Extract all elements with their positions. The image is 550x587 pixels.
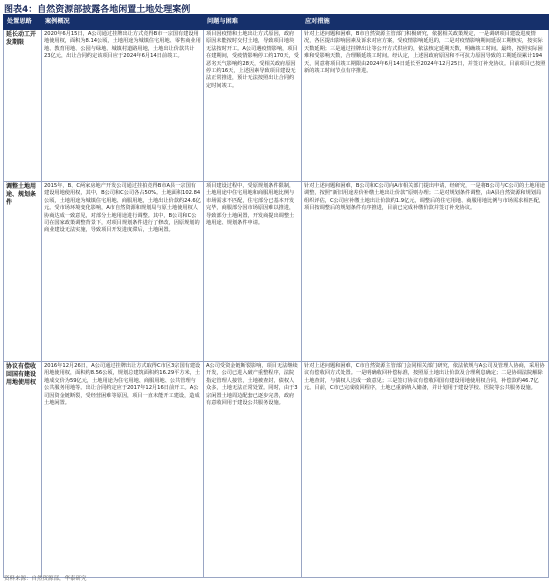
row-overview: 2020年6月15日，A公司通过挂牌出让方式竞得B市一宗国有建设用地使用权，面积为8.14公顷，土地用途为城镇住宅用地、零售商业用地、教育用地、公园与绿地、城镇村道路用地，土地出让价款共计23亿元，出让合同约定该项目应于2024年6月14日前竣工。 <box>42 30 204 182</box>
case-table <box>3 14 549 578</box>
row-issues: 项目因疫情和土地出让方式原因，政府原因未能按时交付土地，导致项目地块无法按时开工。A公司遇疫情影响，项目在建期间，受疫情影响停工约170天，受恶劣天气影响约28天，受相关政府原因停工约16天，上述因素导致项目建设无法正常推进，预计无法按照出让合同约定时间竣工。 <box>204 30 302 182</box>
table-row <box>4 362 549 578</box>
row-overview: 2016年12月26日，A公司通过挂牌出让方式取得C市区3宗国有建设用地使用权，面积约8.56公顷，规划总建筑面积约16.29平方米，土地成交价为59亿元，土地用途为住宅用地、商服用地、公共管理与公共服务用地等。出让合同约定应于2017年12月16日前开工。A公司因资金链断裂，受经营困难等原因，项目一直未能开工建设，造成土地闲置。 <box>42 362 204 578</box>
figure-title: 图表4：自然资源部披露各地闲置土地处理案例 <box>4 5 191 15</box>
row-approach: 延长动工开发期限 <box>4 30 42 182</box>
header-issues: 问题与困难 <box>204 15 302 30</box>
header-approach: 处置思路 <box>4 15 42 30</box>
row-measures: 针对上述问题和困难，C市自然资源主管部门会同相关部门研究，依法依规与A公司及管理人协商，采用协议有偿收回方式处置。一是明确收回补偿标准，按照原土地出让价款及合理利息确定；二是协调法院解除土地查封，与债权人达成一致意见；三是签订协议有偿收回国有建设用地使用权合同，补偿款约46.7亿元。目前，C市已完成收回程序，土地已重新纳入储备，并计划用于建设学校、医院等公共服务设施。 <box>302 362 549 578</box>
row-issues: A公司受资金链断裂影响，项目无法继续开发，公司已进入破产重整程序，法院指定管理人接管，土地被查封，债权人众多，土地无法正常处置。同时，由于3宗闲置土地周边配套已逐步完善，政府有意收回用于建设公共服务设施。 <box>204 362 302 578</box>
row-approach: 协议有偿收回国有建设用地使用权 <box>4 362 42 578</box>
source-note: 资料来源：自然资源部，华泰研究 <box>4 576 87 582</box>
row-issues: 项目建设过程中，受原规划条件限制，土地用途中住宅用地和商服用地比例与市场需求不匹配，住宅部分已基本开发完毕，商服部分因市场原因难以推进，导致部分土地闲置，开发商提出调整土地用途、规划条件申请。 <box>204 182 302 362</box>
row-overview: 2015年，B、C两家房地产开发公司通过挂拍竞得B市A县一宗国有建设用地使用权，其中，B公司和C公司各占50%。土地面积102.84公顷，土地用途为城镇住宅用地、商服用地，土地出让价款约24.6亿元。受市场环境变化影响，A市自然资源和规划局与原土地使用权人协商达成一致意见，对部分土地用途进行调整。其中，B公司和C公司在国家政策调整背景下，对项目规划条件进行了修改，因原规划的商业建设无法实施，导致项目开发进度滞后，土地闲置。 <box>42 182 204 362</box>
row-approach: 调整土地用途、规划条件 <box>4 182 42 362</box>
row-measures: 针对上述问题和困难，B市自然资源主管部门积极研究，依据相关政策规定，一是调研项目建设进度情况，各区提出影响因素及诉求对应方案，受疫情影响延迟的，二是对疫情影响期间延误工期核实，按实际天数延期；三是通过挂牌出让等公开方式供应的，依法核定延期天数，明确竣工时间。最终，按照实际困难和受影响天数，合理顺延竣工时间。经认定，上述因政府原因和不可抗力原因导致的工期延误累计194天，同意将项目竣工期限由2024年6月14日延长至2024年12月25日，并签订补充协议。目前项目已按照新的竣工时间节点有序推进。 <box>302 30 549 182</box>
table-row <box>4 30 549 182</box>
header-overview: 案例概况 <box>42 15 204 30</box>
table-row <box>4 182 549 362</box>
row-measures: 针对上述问题和困难，B公司和C公司向A市相关部门提出申请，经研究，一是将B公司与C公司的土地用途调整，按照“新旧用途差价补缴土地出让价款”原则办理；二是对规划条件调整，由A县自然资源和规划局组织评估，C公司应补缴土地出让价款约1.9亿元，调整后的住宅用地、商服用地比例与市场需求相匹配，项目按调整后的规划条件有序推进，目前已完成补缴价款并签订补充协议。 <box>302 182 549 362</box>
table-header-row <box>4 15 549 30</box>
header-measures: 应对措施 <box>302 15 549 30</box>
